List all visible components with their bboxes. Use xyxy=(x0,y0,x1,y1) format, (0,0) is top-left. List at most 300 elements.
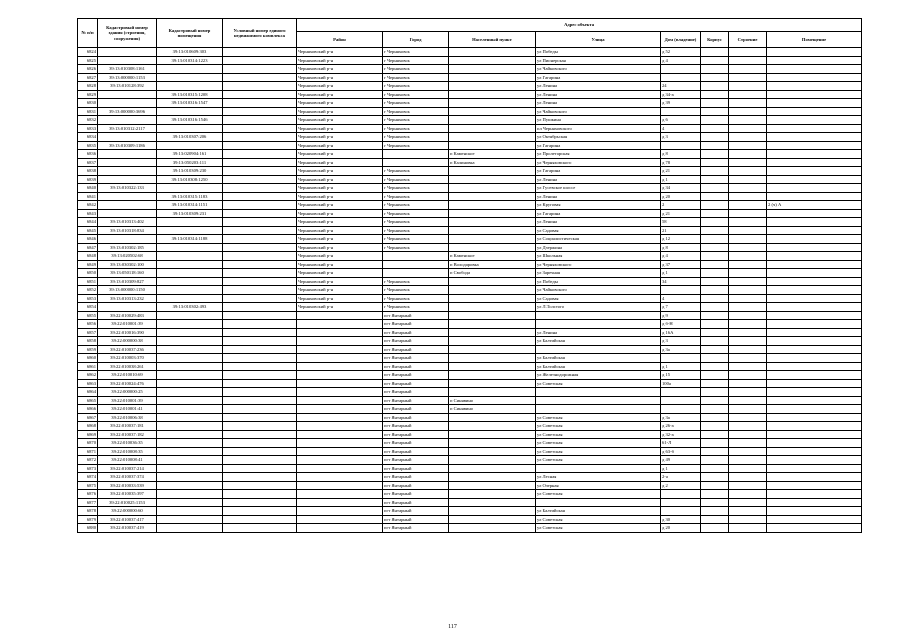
cell-settlement xyxy=(449,515,536,524)
cell-num: 6858 xyxy=(78,337,98,346)
cell-street: ул Гагарина xyxy=(536,141,661,150)
cell-district xyxy=(297,337,383,346)
cell-cad-building: 39:22:000000:25 xyxy=(98,388,157,397)
table-row xyxy=(78,515,862,524)
cell-complex xyxy=(223,498,297,507)
cell-complex xyxy=(223,65,297,74)
cell-city: пгт Янтарный xyxy=(383,498,449,507)
cell-cad-premise xyxy=(157,456,223,465)
cell-num: 6874 xyxy=(78,473,98,482)
cell-building xyxy=(729,447,767,456)
cell-street: ул Гусевское шоссе xyxy=(536,184,661,193)
cell-cad-building xyxy=(98,201,157,210)
cell-district: Черняховский р-н xyxy=(297,48,383,57)
cell-settlement xyxy=(449,56,536,65)
cell-korpus xyxy=(701,133,729,142)
cell-house: д 3а xyxy=(661,345,701,354)
cell-city: пгт Янтарный xyxy=(383,447,449,456)
cell-building xyxy=(729,141,767,150)
cell-house: д 4 xyxy=(661,252,701,261)
cell-city: пгт Янтарный xyxy=(383,362,449,371)
cell-cad-building xyxy=(98,235,157,244)
cell-complex xyxy=(223,413,297,422)
cell-district xyxy=(297,439,383,448)
cell-korpus xyxy=(701,405,729,414)
cell-cad-premise xyxy=(157,507,223,516)
cell-building xyxy=(729,311,767,320)
cell-room xyxy=(767,388,862,397)
cell-cad-premise xyxy=(157,379,223,388)
cell-complex xyxy=(223,252,297,261)
cell-settlement xyxy=(449,235,536,244)
cell-num: 6854 xyxy=(78,303,98,312)
cell-settlement: п Свобода xyxy=(449,269,536,278)
cell-room xyxy=(767,235,862,244)
cell-room xyxy=(767,337,862,346)
cell-cad-premise xyxy=(157,430,223,439)
cell-cad-building: 39:22:010001:41 xyxy=(98,405,157,414)
cell-city: г Черняховск xyxy=(383,48,449,57)
cell-complex xyxy=(223,90,297,99)
table-row xyxy=(78,354,862,363)
cell-city: г Черняховск xyxy=(383,192,449,201)
cell-complex xyxy=(223,133,297,142)
cell-house: д 30 xyxy=(661,515,701,524)
cell-building xyxy=(729,260,767,269)
cell-district xyxy=(297,507,383,516)
cell-cad-premise xyxy=(157,311,223,320)
cell-cad-premise xyxy=(157,481,223,490)
cell-city: пгт Янтарный xyxy=(383,320,449,329)
cell-city: пгт Янтарный xyxy=(383,430,449,439)
table-row xyxy=(78,56,862,65)
cell-cad-premise xyxy=(157,252,223,261)
cell-complex xyxy=(223,430,297,439)
cell-building xyxy=(729,413,767,422)
cell-house: 2 xyxy=(661,201,701,210)
cell-district: Черняховский р-н xyxy=(297,167,383,176)
cell-city: г Черняховск xyxy=(383,209,449,218)
cell-complex xyxy=(223,422,297,431)
cell-cad-building: 39:13:010322:133 xyxy=(98,184,157,193)
cell-city xyxy=(383,150,449,159)
cell-city: г Черняховск xyxy=(383,99,449,108)
cell-room xyxy=(767,413,862,422)
cell-city: пгт Янтарный xyxy=(383,515,449,524)
cell-house: д 21 xyxy=(661,167,701,176)
table-row xyxy=(78,48,862,57)
cell-korpus xyxy=(701,345,729,354)
table-row xyxy=(78,226,862,235)
cell-room xyxy=(767,473,862,482)
cell-settlement xyxy=(449,48,536,57)
cell-num: 6876 xyxy=(78,490,98,499)
cell-num: 6868 xyxy=(78,422,98,431)
cell-complex xyxy=(223,209,297,218)
cell-building xyxy=(729,82,767,91)
cell-complex xyxy=(223,320,297,329)
cell-num: 6837 xyxy=(78,158,98,167)
cell-house: 61-Л xyxy=(661,439,701,448)
cell-district xyxy=(297,396,383,405)
cell-house xyxy=(661,141,701,150)
cell-complex xyxy=(223,473,297,482)
cell-cad-premise: 39:13:010314:1188 xyxy=(157,235,223,244)
cell-cad-building: 39:13:010309:1186 xyxy=(98,141,157,150)
cell-complex xyxy=(223,175,297,184)
table-row xyxy=(78,252,862,261)
cell-room xyxy=(767,464,862,473)
cell-cad-premise xyxy=(157,362,223,371)
cell-street: ул Гагарина xyxy=(536,167,661,176)
cell-house xyxy=(661,286,701,295)
cell-room xyxy=(767,260,862,269)
cell-building xyxy=(729,65,767,74)
cell-settlement xyxy=(449,490,536,499)
cell-cad-building: 39:22:010001:39 xyxy=(98,396,157,405)
cell-house: 100а xyxy=(661,379,701,388)
cell-street xyxy=(536,345,661,354)
cell-district xyxy=(297,515,383,524)
cell-settlement xyxy=(449,133,536,142)
table-row xyxy=(78,184,862,193)
cell-building xyxy=(729,150,767,159)
cell-korpus xyxy=(701,107,729,116)
cell-korpus xyxy=(701,99,729,108)
cell-complex xyxy=(223,303,297,312)
cell-building xyxy=(729,243,767,252)
cell-cad-building: 39:13:010302:185 xyxy=(98,243,157,252)
cell-house: 34 xyxy=(661,277,701,286)
cell-num: 6851 xyxy=(78,277,98,286)
cell-street: ул Победы xyxy=(536,48,661,57)
cell-korpus xyxy=(701,337,729,346)
cell-cad-building xyxy=(98,192,157,201)
cell-house xyxy=(661,388,701,397)
cell-house: д 7 xyxy=(661,303,701,312)
cell-house: 24 xyxy=(661,82,701,91)
table-row xyxy=(78,481,862,490)
header-address-group: Адрес объекта xyxy=(297,19,862,32)
table-row xyxy=(78,311,862,320)
cell-house: д 78 xyxy=(661,158,701,167)
cell-city: г Черняховск xyxy=(383,226,449,235)
cell-street: ул Пушкина xyxy=(536,116,661,125)
cell-building xyxy=(729,48,767,57)
cell-street: ул Школьная xyxy=(536,252,661,261)
cell-cad-premise xyxy=(157,354,223,363)
cell-district: Черняховский р-н xyxy=(297,277,383,286)
cell-complex xyxy=(223,379,297,388)
cell-cad-building xyxy=(98,209,157,218)
cell-street: ул Пролетарская xyxy=(536,150,661,159)
cell-cad-premise xyxy=(157,388,223,397)
cell-building xyxy=(729,396,767,405)
cell-complex xyxy=(223,447,297,456)
cell-num: 6873 xyxy=(78,464,98,473)
table-row xyxy=(78,490,862,499)
cell-cad-premise xyxy=(157,107,223,116)
cell-settlement xyxy=(449,243,536,252)
cell-house: д 20 xyxy=(661,192,701,201)
cell-complex xyxy=(223,464,297,473)
cell-korpus xyxy=(701,277,729,286)
cell-house: д 37 xyxy=(661,260,701,269)
cell-street: ул Социалистическая xyxy=(536,235,661,244)
cell-cad-premise xyxy=(157,218,223,227)
cell-complex xyxy=(223,184,297,193)
cell-district: Черняховский р-н xyxy=(297,82,383,91)
cell-house: д 15 xyxy=(661,371,701,380)
cell-building xyxy=(729,192,767,201)
cell-settlement xyxy=(449,320,536,329)
cell-complex xyxy=(223,269,297,278)
cell-num: 6847 xyxy=(78,243,98,252)
header-korpus: Корпус xyxy=(701,32,729,48)
cell-cad-building xyxy=(98,303,157,312)
cell-complex xyxy=(223,226,297,235)
cell-num: 6842 xyxy=(78,201,98,210)
cell-settlement xyxy=(449,362,536,371)
cell-korpus xyxy=(701,56,729,65)
cell-room xyxy=(767,371,862,380)
cell-street: ул Балтийская xyxy=(536,362,661,371)
cell-cad-premise: 39:13:010307:206 xyxy=(157,133,223,142)
register-table xyxy=(77,18,862,533)
table-row xyxy=(78,141,862,150)
header-settlement: Населенный пункт xyxy=(449,32,536,48)
table-row xyxy=(78,167,862,176)
cell-cad-building xyxy=(98,48,157,57)
cell-room xyxy=(767,294,862,303)
cell-settlement xyxy=(449,456,536,465)
header-cad-building: Кадастровый номер здания (строения, сооружения) xyxy=(98,19,157,48)
cell-settlement xyxy=(449,439,536,448)
cell-district xyxy=(297,456,383,465)
cell-house: д 1 xyxy=(661,269,701,278)
cell-street: ул Л.Толстого xyxy=(536,303,661,312)
table-row xyxy=(78,260,862,269)
cell-korpus xyxy=(701,269,729,278)
cell-complex xyxy=(223,158,297,167)
cell-building xyxy=(729,507,767,516)
cell-korpus xyxy=(701,379,729,388)
cell-room xyxy=(767,48,862,57)
cell-cad-building: 39:22:010029:483 xyxy=(98,311,157,320)
table-row xyxy=(78,82,862,91)
cell-settlement: п Синявино xyxy=(449,396,536,405)
cell-street: ул Ленина xyxy=(536,218,661,227)
cell-district: Черняховский р-н xyxy=(297,65,383,74)
cell-house: 21 xyxy=(661,226,701,235)
cell-cad-building: 39:22:010008:41 xyxy=(98,456,157,465)
cell-street xyxy=(536,320,661,329)
cell-settlement xyxy=(449,209,536,218)
cell-district xyxy=(297,481,383,490)
cell-num: 6860 xyxy=(78,354,98,363)
cell-settlement xyxy=(449,524,536,533)
table-row xyxy=(78,107,862,116)
header-building: Строение xyxy=(729,32,767,48)
cell-city: пгт Янтарный xyxy=(383,481,449,490)
cell-street: ул Садовая xyxy=(536,226,661,235)
cell-district: Черняховский р-н xyxy=(297,175,383,184)
cell-street: ул Ленина xyxy=(536,175,661,184)
cell-district: Черняховский р-н xyxy=(297,201,383,210)
cell-settlement xyxy=(449,498,536,507)
cell-street: ул Советская xyxy=(536,430,661,439)
cell-district xyxy=(297,464,383,473)
cell-num: 6829 xyxy=(78,90,98,99)
cell-district: Черняховский р-н xyxy=(297,133,383,142)
table-row xyxy=(78,362,862,371)
cell-city: г Черняховск xyxy=(383,90,449,99)
cell-korpus xyxy=(701,490,729,499)
cell-house: д 3а xyxy=(661,413,701,422)
cell-city: пгт Янтарный xyxy=(383,422,449,431)
cell-cad-premise xyxy=(157,328,223,337)
table-row xyxy=(78,371,862,380)
cell-settlement xyxy=(449,422,536,431)
cell-district: Черняховский р-н xyxy=(297,158,383,167)
cell-building xyxy=(729,184,767,193)
cell-city: пгт Янтарный xyxy=(383,379,449,388)
cell-building xyxy=(729,99,767,108)
cell-building xyxy=(729,218,767,227)
cell-city: пгт Янтарный xyxy=(383,473,449,482)
cell-building xyxy=(729,107,767,116)
cell-cad-premise xyxy=(157,73,223,82)
cell-street: ул Гагарина xyxy=(536,209,661,218)
cell-building xyxy=(729,235,767,244)
cell-building xyxy=(729,362,767,371)
cell-korpus xyxy=(701,184,729,193)
cell-settlement xyxy=(449,116,536,125)
cell-street: ул Советская xyxy=(536,490,661,499)
cell-korpus xyxy=(701,243,729,252)
cell-district: Черняховский р-н xyxy=(297,286,383,295)
cell-complex xyxy=(223,167,297,176)
cell-cad-building: 39:22:010037:182 xyxy=(98,430,157,439)
cell-room xyxy=(767,490,862,499)
cell-building xyxy=(729,498,767,507)
cell-district xyxy=(297,371,383,380)
cell-korpus xyxy=(701,286,729,295)
cell-cad-building xyxy=(98,158,157,167)
cell-num: 6832 xyxy=(78,116,98,125)
cell-city: г Черняховск xyxy=(383,73,449,82)
cell-cad-building: 39:13:010313:232 xyxy=(98,294,157,303)
header-house: Дом (владение) xyxy=(661,32,701,48)
cell-building xyxy=(729,337,767,346)
table-row xyxy=(78,158,862,167)
cell-korpus xyxy=(701,447,729,456)
cell-building xyxy=(729,73,767,82)
table-row xyxy=(78,422,862,431)
cell-building xyxy=(729,90,767,99)
cell-building xyxy=(729,252,767,261)
cell-room xyxy=(767,405,862,414)
cell-num: 6875 xyxy=(78,481,98,490)
cell-settlement xyxy=(449,201,536,210)
cell-num: 6864 xyxy=(78,388,98,397)
cell-settlement: п Каменское xyxy=(449,150,536,159)
cell-building xyxy=(729,209,767,218)
cell-cad-building xyxy=(98,99,157,108)
cell-house: 4 xyxy=(661,124,701,133)
table-row xyxy=(78,388,862,397)
cell-korpus xyxy=(701,439,729,448)
cell-district xyxy=(297,405,383,414)
cell-street: ул Дзержина xyxy=(536,243,661,252)
cell-korpus xyxy=(701,252,729,261)
cell-street: ул Победы xyxy=(536,277,661,286)
cell-street: ул Гагарина xyxy=(536,73,661,82)
table-row xyxy=(78,277,862,286)
cell-cad-building xyxy=(98,90,157,99)
cell-room xyxy=(767,362,862,371)
cell-room xyxy=(767,192,862,201)
cell-room: 2 (ч) А xyxy=(767,201,862,210)
cell-complex xyxy=(223,201,297,210)
cell-city: пгт Янтарный xyxy=(383,396,449,405)
table-row xyxy=(78,201,862,210)
cell-cad-building: 39:22:010006:38 xyxy=(98,413,157,422)
table-row xyxy=(78,430,862,439)
cell-city: пгт Янтарный xyxy=(383,328,449,337)
table-row xyxy=(78,150,862,159)
cell-complex xyxy=(223,388,297,397)
table-row xyxy=(78,303,862,312)
cell-complex xyxy=(223,337,297,346)
cell-complex xyxy=(223,243,297,252)
cell-building xyxy=(729,167,767,176)
cell-room xyxy=(767,269,862,278)
cell-cad-building: 39:22:010037:236 xyxy=(98,345,157,354)
cell-cad-premise xyxy=(157,294,223,303)
cell-korpus xyxy=(701,141,729,150)
cell-house: д 6 xyxy=(661,116,701,125)
cell-complex xyxy=(223,311,297,320)
table-row xyxy=(78,90,862,99)
cell-room xyxy=(767,124,862,133)
cell-settlement xyxy=(449,388,536,397)
cell-cad-building: 39:13:000000:1153 xyxy=(98,73,157,82)
cell-building xyxy=(729,473,767,482)
cell-korpus xyxy=(701,209,729,218)
cell-settlement xyxy=(449,226,536,235)
cell-city: пгт Янтарный xyxy=(383,524,449,533)
cell-building xyxy=(729,345,767,354)
cell-street: ул Советская xyxy=(536,515,661,524)
cell-cad-premise: 39:13:010302:493 xyxy=(157,303,223,312)
cell-district: Черняховский р-н xyxy=(297,235,383,244)
cell-city: пгт Янтарный xyxy=(383,405,449,414)
cell-street: ул Балтийская xyxy=(536,337,661,346)
cell-city: г Черняховск xyxy=(383,141,449,150)
cell-complex xyxy=(223,150,297,159)
table-row xyxy=(78,507,862,516)
cell-cad-premise: 39:13:020904:161 xyxy=(157,150,223,159)
cell-complex xyxy=(223,192,297,201)
table-row xyxy=(78,413,862,422)
table-row xyxy=(78,73,862,82)
cell-city: пгт Янтарный xyxy=(383,456,449,465)
cell-street: ул Советская xyxy=(536,447,661,456)
cell-district xyxy=(297,328,383,337)
cell-num: 6841 xyxy=(78,192,98,201)
cell-city: пгт Янтарный xyxy=(383,388,449,397)
